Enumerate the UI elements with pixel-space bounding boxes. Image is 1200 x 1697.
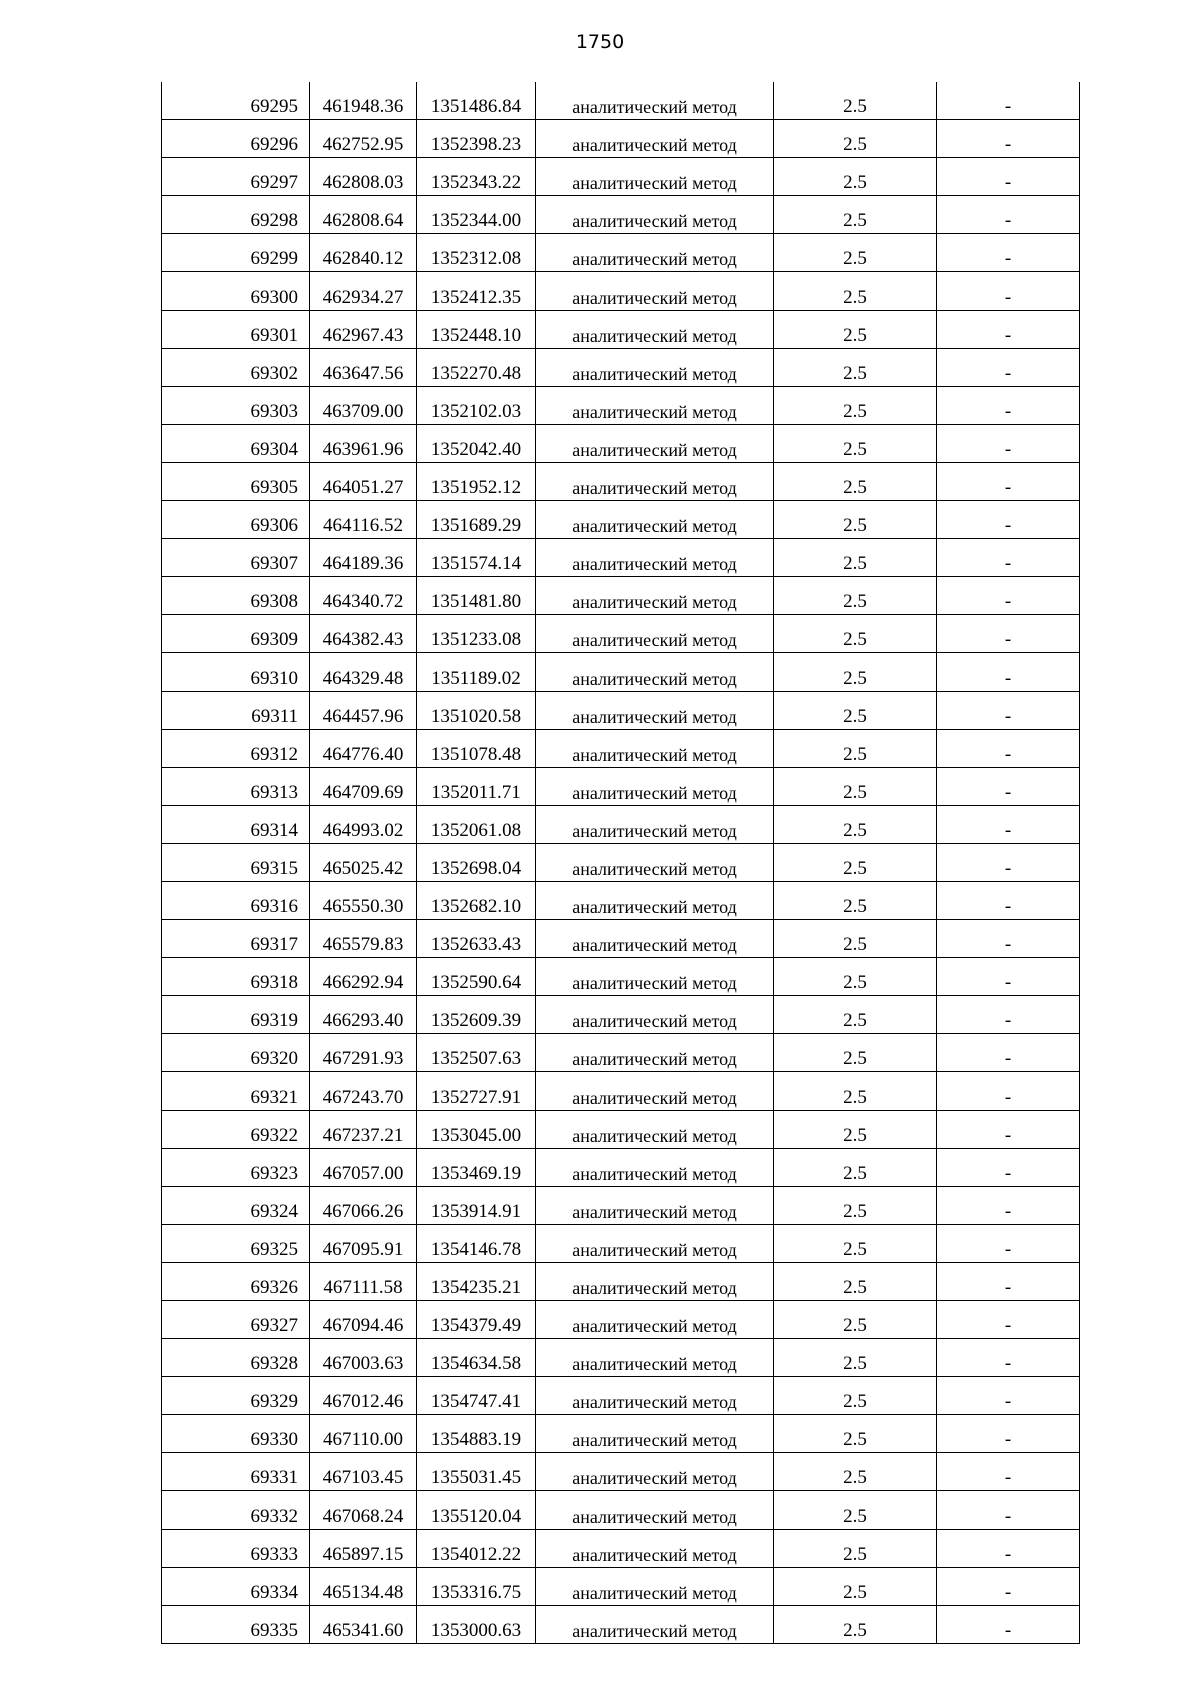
- accuracy-cell: 2.5: [774, 881, 937, 919]
- point-number-cell: 69300: [162, 272, 310, 310]
- method-cell: аналитический метод: [536, 729, 774, 767]
- method-cell: аналитический метод: [536, 615, 774, 653]
- accuracy-cell: 2.5: [774, 1567, 937, 1605]
- note-cell: -: [937, 1186, 1080, 1224]
- method-cell: аналитический метод: [536, 1529, 774, 1567]
- point-number-cell: 69307: [162, 539, 310, 577]
- accuracy-cell: 2.5: [774, 1415, 937, 1453]
- point-number-cell: 69326: [162, 1262, 310, 1300]
- table-row: [162, 767, 1080, 805]
- y-coordinate-cell: 1353316.75: [417, 1567, 536, 1605]
- table-row: [162, 1567, 1080, 1605]
- y-coordinate-cell: 1351481.80: [417, 577, 536, 615]
- accuracy-cell: 2.5: [774, 1186, 937, 1224]
- point-number-cell: 69330: [162, 1415, 310, 1453]
- accuracy-cell: 2.5: [774, 1034, 937, 1072]
- x-coordinate-cell: 462752.95: [310, 120, 417, 158]
- x-coordinate-cell: 467237.21: [310, 1110, 417, 1148]
- y-coordinate-cell: 1352727.91: [417, 1072, 536, 1110]
- table-row: [162, 653, 1080, 691]
- method-cell: аналитический метод: [536, 1415, 774, 1453]
- method-cell: аналитический метод: [536, 1567, 774, 1605]
- y-coordinate-cell: 1353045.00: [417, 1110, 536, 1148]
- point-number-cell: 69304: [162, 424, 310, 462]
- x-coordinate-cell: 465550.30: [310, 881, 417, 919]
- table-row: [162, 234, 1080, 272]
- y-coordinate-cell: 1352609.39: [417, 996, 536, 1034]
- y-coordinate-cell: 1352507.63: [417, 1034, 536, 1072]
- table-row: [162, 272, 1080, 310]
- table-row: [162, 996, 1080, 1034]
- accuracy-cell: 2.5: [774, 310, 937, 348]
- point-number-cell: 69327: [162, 1301, 310, 1339]
- point-number-cell: 69302: [162, 348, 310, 386]
- note-cell: -: [937, 1072, 1080, 1110]
- method-cell: аналитический метод: [536, 1339, 774, 1377]
- method-cell: аналитический метод: [536, 234, 774, 272]
- x-coordinate-cell: 464340.72: [310, 577, 417, 615]
- point-number-cell: 69322: [162, 1110, 310, 1148]
- y-coordinate-cell: 1353000.63: [417, 1605, 536, 1643]
- accuracy-cell: 2.5: [774, 234, 937, 272]
- point-number-cell: 69325: [162, 1224, 310, 1262]
- table-row: [162, 1301, 1080, 1339]
- table-row: [162, 805, 1080, 843]
- method-cell: аналитический метод: [536, 1224, 774, 1262]
- accuracy-cell: 2.5: [774, 615, 937, 653]
- x-coordinate-cell: 467094.46: [310, 1301, 417, 1339]
- note-cell: -: [937, 386, 1080, 424]
- x-coordinate-cell: 463709.00: [310, 386, 417, 424]
- method-cell: аналитический метод: [536, 386, 774, 424]
- y-coordinate-cell: 1351689.29: [417, 501, 536, 539]
- x-coordinate-cell: 462840.12: [310, 234, 417, 272]
- point-number-cell: 69319: [162, 996, 310, 1034]
- y-coordinate-cell: 1354634.58: [417, 1339, 536, 1377]
- accuracy-cell: 2.5: [774, 272, 937, 310]
- y-coordinate-cell: 1353469.19: [417, 1148, 536, 1186]
- method-cell: аналитический метод: [536, 1262, 774, 1300]
- x-coordinate-cell: 467111.58: [310, 1262, 417, 1300]
- accuracy-cell: 2.5: [774, 1301, 937, 1339]
- x-coordinate-cell: 467291.93: [310, 1034, 417, 1072]
- page-number: 1750: [575, 31, 625, 53]
- accuracy-cell: 2.5: [774, 920, 937, 958]
- table-row: [162, 424, 1080, 462]
- point-number-cell: 69313: [162, 767, 310, 805]
- accuracy-cell: 2.5: [774, 1605, 937, 1643]
- table-row: [162, 1262, 1080, 1300]
- accuracy-cell: 2.5: [774, 462, 937, 500]
- note-cell: -: [937, 1339, 1080, 1377]
- note-cell: -: [937, 1605, 1080, 1643]
- table-row: [162, 729, 1080, 767]
- method-cell: аналитический метод: [536, 158, 774, 196]
- y-coordinate-cell: 1352590.64: [417, 958, 536, 996]
- table-row: [162, 1110, 1080, 1148]
- table-row: [162, 539, 1080, 577]
- point-number-cell: 69306: [162, 501, 310, 539]
- x-coordinate-cell: 464382.43: [310, 615, 417, 653]
- accuracy-cell: 2.5: [774, 1377, 937, 1415]
- x-coordinate-cell: 462808.03: [310, 158, 417, 196]
- table-row: [162, 196, 1080, 234]
- x-coordinate-cell: 467243.70: [310, 1072, 417, 1110]
- note-cell: -: [937, 1377, 1080, 1415]
- y-coordinate-cell: 1351020.58: [417, 691, 536, 729]
- point-number-cell: 69324: [162, 1186, 310, 1224]
- table-row: [162, 1453, 1080, 1491]
- note-cell: -: [937, 348, 1080, 386]
- note-cell: -: [937, 82, 1080, 120]
- method-cell: аналитический метод: [536, 577, 774, 615]
- x-coordinate-cell: 462967.43: [310, 310, 417, 348]
- y-coordinate-cell: 1354012.22: [417, 1529, 536, 1567]
- y-coordinate-cell: 1352042.40: [417, 424, 536, 462]
- method-cell: аналитический метод: [536, 539, 774, 577]
- note-cell: -: [937, 462, 1080, 500]
- y-coordinate-cell: 1355031.45: [417, 1453, 536, 1491]
- table-row: [162, 1529, 1080, 1567]
- accuracy-cell: 2.5: [774, 1148, 937, 1186]
- method-cell: аналитический метод: [536, 1453, 774, 1491]
- table-row: [162, 348, 1080, 386]
- accuracy-cell: 2.5: [774, 1262, 937, 1300]
- note-cell: -: [937, 881, 1080, 919]
- x-coordinate-cell: 467066.26: [310, 1186, 417, 1224]
- method-cell: аналитический метод: [536, 1186, 774, 1224]
- note-cell: -: [937, 1110, 1080, 1148]
- table-row: [162, 1224, 1080, 1262]
- point-number-cell: 69329: [162, 1377, 310, 1415]
- method-cell: аналитический метод: [536, 767, 774, 805]
- accuracy-cell: 2.5: [774, 1339, 937, 1377]
- accuracy-cell: 2.5: [774, 653, 937, 691]
- note-cell: -: [937, 539, 1080, 577]
- y-coordinate-cell: 1352448.10: [417, 310, 536, 348]
- accuracy-cell: 2.5: [774, 1072, 937, 1110]
- note-cell: -: [937, 1262, 1080, 1300]
- x-coordinate-cell: 464116.52: [310, 501, 417, 539]
- point-number-cell: 69333: [162, 1529, 310, 1567]
- y-coordinate-cell: 1352061.08: [417, 805, 536, 843]
- method-cell: аналитический метод: [536, 920, 774, 958]
- method-cell: аналитический метод: [536, 1377, 774, 1415]
- x-coordinate-cell: 464993.02: [310, 805, 417, 843]
- y-coordinate-cell: 1351486.84: [417, 82, 536, 120]
- x-coordinate-cell: 463647.56: [310, 348, 417, 386]
- point-number-cell: 69309: [162, 615, 310, 653]
- point-number-cell: 69318: [162, 958, 310, 996]
- method-cell: аналитический метод: [536, 196, 774, 234]
- accuracy-cell: 2.5: [774, 1224, 937, 1262]
- y-coordinate-cell: 1352682.10: [417, 881, 536, 919]
- y-coordinate-cell: 1352102.03: [417, 386, 536, 424]
- method-cell: аналитический метод: [536, 1491, 774, 1529]
- y-coordinate-cell: 1351233.08: [417, 615, 536, 653]
- point-number-cell: 69321: [162, 1072, 310, 1110]
- note-cell: -: [937, 1224, 1080, 1262]
- y-coordinate-cell: 1352412.35: [417, 272, 536, 310]
- accuracy-cell: 2.5: [774, 958, 937, 996]
- y-coordinate-cell: 1351078.48: [417, 729, 536, 767]
- table-row: [162, 843, 1080, 881]
- accuracy-cell: 2.5: [774, 82, 937, 120]
- accuracy-cell: 2.5: [774, 1110, 937, 1148]
- x-coordinate-cell: 466293.40: [310, 996, 417, 1034]
- note-cell: -: [937, 501, 1080, 539]
- y-coordinate-cell: 1351952.12: [417, 462, 536, 500]
- method-cell: аналитический метод: [536, 462, 774, 500]
- accuracy-cell: 2.5: [774, 424, 937, 462]
- note-cell: -: [937, 1567, 1080, 1605]
- table-row: [162, 1491, 1080, 1529]
- y-coordinate-cell: 1352344.00: [417, 196, 536, 234]
- x-coordinate-cell: 464051.27: [310, 462, 417, 500]
- table-row: [162, 615, 1080, 653]
- y-coordinate-cell: 1352270.48: [417, 348, 536, 386]
- note-cell: -: [937, 920, 1080, 958]
- point-number-cell: 69310: [162, 653, 310, 691]
- table-body: [162, 82, 1080, 1643]
- table-row: [162, 501, 1080, 539]
- accuracy-cell: 2.5: [774, 767, 937, 805]
- method-cell: аналитический метод: [536, 1605, 774, 1643]
- point-number-cell: 69299: [162, 234, 310, 272]
- table-row: [162, 462, 1080, 500]
- x-coordinate-cell: 467110.00: [310, 1415, 417, 1453]
- point-number-cell: 69312: [162, 729, 310, 767]
- note-cell: -: [937, 158, 1080, 196]
- table-row: [162, 958, 1080, 996]
- point-number-cell: 69303: [162, 386, 310, 424]
- table-row: [162, 1072, 1080, 1110]
- table-row: [162, 386, 1080, 424]
- x-coordinate-cell: 465341.60: [310, 1605, 417, 1643]
- method-cell: аналитический метод: [536, 272, 774, 310]
- x-coordinate-cell: 467103.45: [310, 1453, 417, 1491]
- point-number-cell: 69315: [162, 843, 310, 881]
- table-row: [162, 1415, 1080, 1453]
- y-coordinate-cell: 1354379.49: [417, 1301, 536, 1339]
- note-cell: -: [937, 729, 1080, 767]
- method-cell: аналитический метод: [536, 501, 774, 539]
- y-coordinate-cell: 1354146.78: [417, 1224, 536, 1262]
- note-cell: -: [937, 310, 1080, 348]
- accuracy-cell: 2.5: [774, 729, 937, 767]
- table-row: [162, 1377, 1080, 1415]
- x-coordinate-cell: 467057.00: [310, 1148, 417, 1186]
- accuracy-cell: 2.5: [774, 577, 937, 615]
- y-coordinate-cell: 1351189.02: [417, 653, 536, 691]
- accuracy-cell: 2.5: [774, 1453, 937, 1491]
- note-cell: -: [937, 1301, 1080, 1339]
- note-cell: -: [937, 1034, 1080, 1072]
- x-coordinate-cell: 462808.64: [310, 196, 417, 234]
- method-cell: аналитический метод: [536, 843, 774, 881]
- method-cell: аналитический метод: [536, 1034, 774, 1072]
- x-coordinate-cell: 467068.24: [310, 1491, 417, 1529]
- accuracy-cell: 2.5: [774, 1529, 937, 1567]
- y-coordinate-cell: 1352312.08: [417, 234, 536, 272]
- x-coordinate-cell: 465579.83: [310, 920, 417, 958]
- table-row: [162, 1186, 1080, 1224]
- y-coordinate-cell: 1352343.22: [417, 158, 536, 196]
- note-cell: -: [937, 653, 1080, 691]
- point-number-cell: 69311: [162, 691, 310, 729]
- point-number-cell: 69314: [162, 805, 310, 843]
- note-cell: -: [937, 615, 1080, 653]
- y-coordinate-cell: 1352633.43: [417, 920, 536, 958]
- point-number-cell: 69296: [162, 120, 310, 158]
- accuracy-cell: 2.5: [774, 501, 937, 539]
- method-cell: аналитический метод: [536, 1301, 774, 1339]
- method-cell: аналитический метод: [536, 310, 774, 348]
- table-row: [162, 1034, 1080, 1072]
- method-cell: аналитический метод: [536, 653, 774, 691]
- method-cell: аналитический метод: [536, 348, 774, 386]
- accuracy-cell: 2.5: [774, 996, 937, 1034]
- note-cell: -: [937, 767, 1080, 805]
- accuracy-cell: 2.5: [774, 805, 937, 843]
- method-cell: аналитический метод: [536, 120, 774, 158]
- accuracy-cell: 2.5: [774, 843, 937, 881]
- note-cell: -: [937, 843, 1080, 881]
- point-number-cell: 69334: [162, 1567, 310, 1605]
- note-cell: -: [937, 272, 1080, 310]
- table-row: [162, 82, 1080, 120]
- x-coordinate-cell: 467012.46: [310, 1377, 417, 1415]
- method-cell: аналитический метод: [536, 1072, 774, 1110]
- point-number-cell: 69295: [162, 82, 310, 120]
- accuracy-cell: 2.5: [774, 120, 937, 158]
- accuracy-cell: 2.5: [774, 348, 937, 386]
- table-row: [162, 881, 1080, 919]
- point-number-cell: 69305: [162, 462, 310, 500]
- y-coordinate-cell: 1353914.91: [417, 1186, 536, 1224]
- point-number-cell: 69317: [162, 920, 310, 958]
- x-coordinate-cell: 463961.96: [310, 424, 417, 462]
- y-coordinate-cell: 1355120.04: [417, 1491, 536, 1529]
- table-row: [162, 1148, 1080, 1186]
- method-cell: аналитический метод: [536, 881, 774, 919]
- accuracy-cell: 2.5: [774, 386, 937, 424]
- point-number-cell: 69328: [162, 1339, 310, 1377]
- x-coordinate-cell: 462934.27: [310, 272, 417, 310]
- x-coordinate-cell: 464776.40: [310, 729, 417, 767]
- note-cell: -: [937, 196, 1080, 234]
- y-coordinate-cell: 1354747.41: [417, 1377, 536, 1415]
- table-row: [162, 691, 1080, 729]
- point-number-cell: 69297: [162, 158, 310, 196]
- point-number-cell: 69320: [162, 1034, 310, 1072]
- accuracy-cell: 2.5: [774, 1491, 937, 1529]
- y-coordinate-cell: 1354883.19: [417, 1415, 536, 1453]
- y-coordinate-cell: 1354235.21: [417, 1262, 536, 1300]
- method-cell: аналитический метод: [536, 691, 774, 729]
- method-cell: аналитический метод: [536, 805, 774, 843]
- point-number-cell: 69335: [162, 1605, 310, 1643]
- note-cell: -: [937, 805, 1080, 843]
- x-coordinate-cell: 464189.36: [310, 539, 417, 577]
- note-cell: -: [937, 424, 1080, 462]
- x-coordinate-cell: 464709.69: [310, 767, 417, 805]
- y-coordinate-cell: 1352398.23: [417, 120, 536, 158]
- point-number-cell: 69308: [162, 577, 310, 615]
- point-number-cell: 69316: [162, 881, 310, 919]
- accuracy-cell: 2.5: [774, 158, 937, 196]
- note-cell: -: [937, 691, 1080, 729]
- x-coordinate-cell: 466292.94: [310, 958, 417, 996]
- point-number-cell: 69298: [162, 196, 310, 234]
- point-number-cell: 69332: [162, 1491, 310, 1529]
- x-coordinate-cell: 464457.96: [310, 691, 417, 729]
- method-cell: аналитический метод: [536, 424, 774, 462]
- method-cell: аналитический метод: [536, 996, 774, 1034]
- method-cell: аналитический метод: [536, 1148, 774, 1186]
- point-number-cell: 69331: [162, 1453, 310, 1491]
- method-cell: аналитический метод: [536, 82, 774, 120]
- x-coordinate-cell: 464329.48: [310, 653, 417, 691]
- note-cell: -: [937, 958, 1080, 996]
- table-row: [162, 310, 1080, 348]
- note-cell: -: [937, 1415, 1080, 1453]
- note-cell: -: [937, 1148, 1080, 1186]
- accuracy-cell: 2.5: [774, 539, 937, 577]
- x-coordinate-cell: 467095.91: [310, 1224, 417, 1262]
- x-coordinate-cell: 465025.42: [310, 843, 417, 881]
- table-row: [162, 158, 1080, 196]
- method-cell: аналитический метод: [536, 958, 774, 996]
- note-cell: -: [937, 1491, 1080, 1529]
- coordinates-table: [161, 82, 1080, 1644]
- x-coordinate-cell: 467003.63: [310, 1339, 417, 1377]
- note-cell: -: [937, 996, 1080, 1034]
- x-coordinate-cell: 465134.48: [310, 1567, 417, 1605]
- point-number-cell: 69323: [162, 1148, 310, 1186]
- note-cell: -: [937, 120, 1080, 158]
- accuracy-cell: 2.5: [774, 196, 937, 234]
- y-coordinate-cell: 1352011.71: [417, 767, 536, 805]
- point-number-cell: 69301: [162, 310, 310, 348]
- table-row: [162, 577, 1080, 615]
- y-coordinate-cell: 1351574.14: [417, 539, 536, 577]
- x-coordinate-cell: 465897.15: [310, 1529, 417, 1567]
- note-cell: -: [937, 577, 1080, 615]
- accuracy-cell: 2.5: [774, 691, 937, 729]
- table-row: [162, 120, 1080, 158]
- note-cell: -: [937, 1529, 1080, 1567]
- x-coordinate-cell: 461948.36: [310, 82, 417, 120]
- method-cell: аналитический метод: [536, 1110, 774, 1148]
- table-row: [162, 920, 1080, 958]
- note-cell: -: [937, 1453, 1080, 1491]
- table-row: [162, 1339, 1080, 1377]
- table-row: [162, 1605, 1080, 1643]
- note-cell: -: [937, 234, 1080, 272]
- y-coordinate-cell: 1352698.04: [417, 843, 536, 881]
